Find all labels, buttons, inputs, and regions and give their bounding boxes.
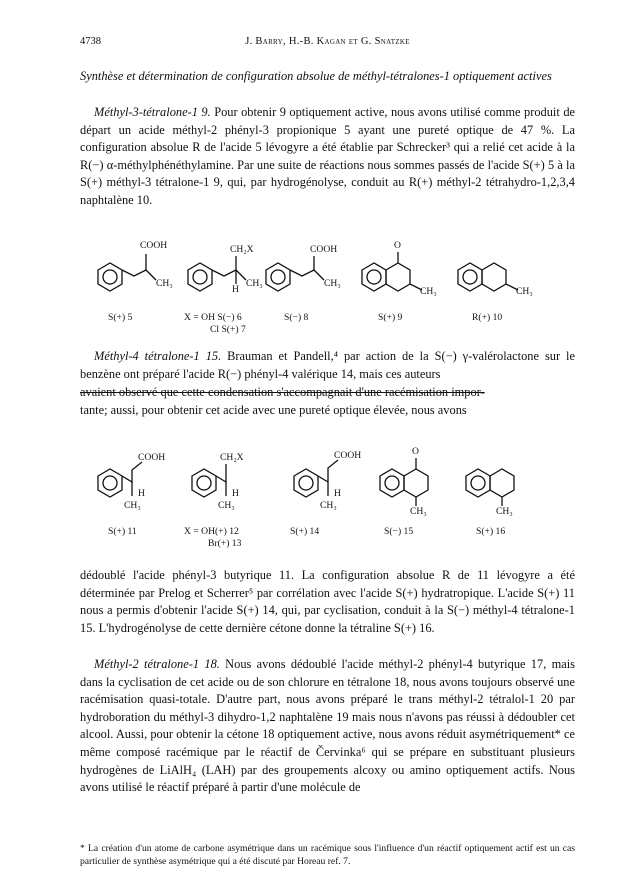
compound-label: R(+) 10 xyxy=(472,312,503,323)
atom-label: CH₃ xyxy=(410,506,427,517)
atom-label: COOH xyxy=(310,244,338,255)
footnote: * La création d'un atome de carbone asymétrique dans un racémique sous l'influence d'un réactif optiquement actif est un cas particulier de synthèse asymétrique qui a été discuté par Horeau ref. 7. xyxy=(80,843,575,867)
compound-label: S(+) 14 xyxy=(290,526,320,537)
atom-label: COOH xyxy=(334,450,362,461)
compound-label: Cl S(+) 7 xyxy=(210,324,246,335)
atom-label: COOH xyxy=(140,240,168,251)
atom-label: H xyxy=(138,488,145,499)
paragraph-1 xyxy=(80,104,575,210)
atom-label: H xyxy=(334,488,341,499)
paragraph-4-lead: Méthyl-2 tétralone-1 18. xyxy=(94,657,220,671)
atom-label: CH₃ xyxy=(320,500,337,511)
atom-label: COOH xyxy=(138,452,166,463)
paragraph-2-lead: Méthyl-4 tétralone-1 15. xyxy=(94,349,222,363)
paragraph-1-text: Pour obtenir 9 optiquement active, nous avons utilisé comme produit de départ un acide méthyl-2 phényl-3 propionique 5 ayant une pureté optique de 47 %. La configuration absolue R de l'acide 5 lévogyre a été établie par Schrecker³ qui a relié cet acide à la R(−) α-méthylphénéthylamine. Par une suite de réactions nous sommes passés de l'acide S(+) 5 à la S(+) méthyl-3 tétralone-1 9, qui, par hydrogénolyse, conduit au R(+) méthyl-2 tétrahydro-1,2,3,4 naphtalène 10. xyxy=(80,105,576,207)
compound-label: S(+) 16 xyxy=(476,526,506,537)
atom-label: CH₂X xyxy=(220,452,244,463)
atom-label: O xyxy=(394,240,401,251)
atom-label: H xyxy=(232,284,239,295)
atom-label: CH₃ xyxy=(496,506,513,517)
compound-label: X = OH(+) 12 xyxy=(184,526,239,537)
atom-label: CH₂X xyxy=(230,244,254,255)
paragraph-2-continued: tante; aussi, pour obtenir cet acide avec une pureté optique élevée, nous avons xyxy=(80,403,467,417)
paragraph-4-text: Nous avons dédoublé l'acide méthyl-2 phényl-4 butyrique 17, mais dans la cyclisation de cet acide ou de son chlorure en tétralone 18, nous avons toujours observé une racémisation quasi-totale. D'autre part, nous avons préparé le trans méthyl-2 tétralol-1 20 par hydroboration du méthyl-3 dihydro-1,2 naphtalène 19 mais nous n'avons pas réussi à dédoubler cet alcool. Aussi, pour obtenir la cétone 18 optiquement active, nous avons réduit asymétriquement* ce même composé racémique par le réactif de Červinka⁶ qui se prépare en substituant plusieurs hydrogènes de LiAlH₄ (LAH) par des groupements alcoxy ou amino optiquement actifs. Nous avons utilisé le réactif préparé à partir d'une molécule de xyxy=(80,657,575,795)
compound-label: S(−) 8 xyxy=(284,312,309,323)
compound-label: X = OH S(−) 6 xyxy=(184,312,242,323)
compound-label: S(+) 9 xyxy=(378,312,403,323)
section-title: Synthèse et détermination de configuration absolue de méthyl-tétralones-1 optiquement actives xyxy=(80,69,552,83)
structures-row-2 xyxy=(80,446,575,549)
atom-label: CH₃ xyxy=(246,278,263,289)
compound-label: Br(+) 13 xyxy=(208,538,242,549)
paragraph-2-text-a: Brauman et Pandell,⁴ par action de la S(−) γ-valérolactone sur le benzène ont préparé l'acide R(−) phényl-4 valérique 14, mais ces auteurs xyxy=(80,349,575,381)
struck-text: avaient observé que cette condensation s'accompagnait d'une racémisation impor- xyxy=(80,385,485,399)
atom-label: O xyxy=(412,446,419,457)
atom-label: CH₃ xyxy=(324,278,341,289)
atom-label: CH₃ xyxy=(516,286,533,297)
structures-row-1 xyxy=(80,240,575,335)
compound-label: S(+) 5 xyxy=(108,312,133,323)
paragraph-3: dédoublé l'acide phényl-3 butyrique 11. La configuration absolue R de 11 lévogyre a été déterminée par Prelog et Scherrer⁵ par corrélation avec l'acide S(+) hydratropique. L'acide S(+) 11 nous a permis d'obtenir l'acide S(+) 14, qui, par cyclisation, conduit à la S(−) méthyl-4 tétralone-1 15. L'hydrogénolyse de cette dernière cétone donne la tétraline S(+) 16. xyxy=(80,568,575,635)
atom-label: H xyxy=(232,488,239,499)
paragraph-4 xyxy=(80,656,575,797)
paragraph-2 xyxy=(80,348,575,383)
paragraph-1-lead: Méthyl-3-tétralone-1 9. xyxy=(94,105,211,119)
page-number: 4738 xyxy=(80,36,101,47)
compound-label: S(−) 15 xyxy=(384,526,414,537)
atom-label: CH₃ xyxy=(420,286,437,297)
atom-label: CH₃ xyxy=(156,278,173,289)
compound-label: S(+) 11 xyxy=(108,526,137,537)
header-authors: J. Barry, H.-B. Kagan et G. Snatzke xyxy=(245,36,410,47)
atom-label: CH₃ xyxy=(124,500,141,511)
atom-label: CH₃ xyxy=(218,500,235,511)
benzene-ring xyxy=(98,263,122,291)
paragraph-2-struck-line xyxy=(80,384,575,402)
